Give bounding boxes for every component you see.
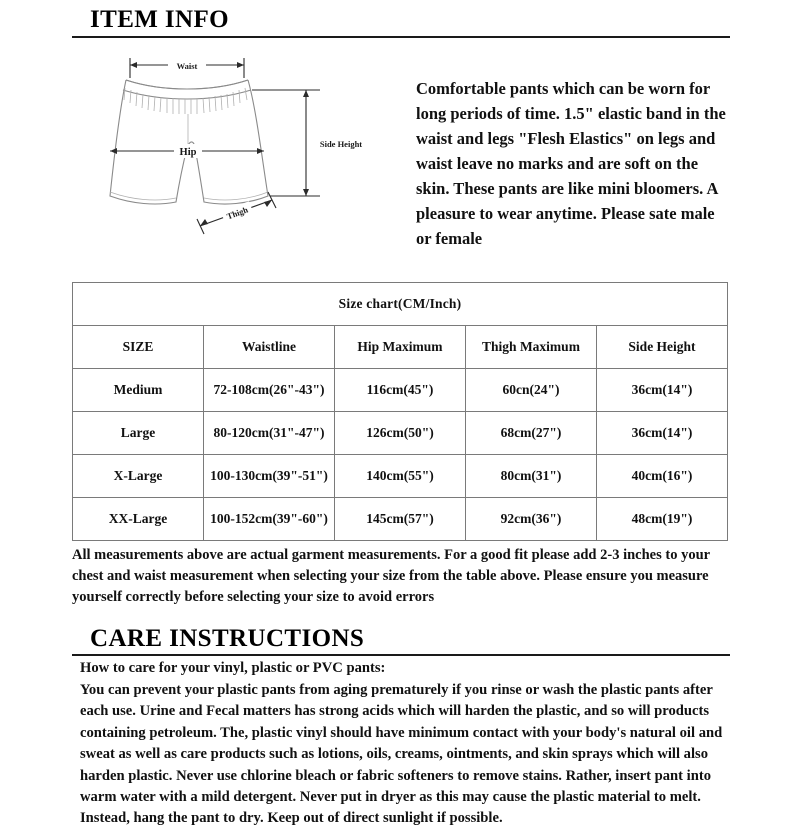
column-header-hip-maximum: Hip Maximum (335, 325, 466, 368)
cell-hip: 116cm(45") (335, 368, 466, 411)
cell-size: XX-Large (73, 497, 204, 540)
care-instructions-title: CARE INSTRUCTIONS (90, 624, 365, 652)
column-header-thigh-maximum: Thigh Maximum (466, 325, 597, 368)
size-chart-section (72, 282, 730, 541)
table-header-row (73, 325, 728, 368)
cell-side-height: 36cm(14") (597, 368, 728, 411)
care-instructions-body (72, 658, 730, 830)
table-row (73, 368, 728, 411)
table-row (73, 454, 728, 497)
cell-hip: 145cm(57") (335, 497, 466, 540)
cell-size: Medium (73, 368, 204, 411)
cell-thigh: 92cm(36") (466, 497, 597, 540)
size-chart-title: Size chart(CM/Inch) (73, 282, 728, 325)
column-header-waistline: Waistline (204, 325, 335, 368)
cell-waistline: 100-130cm(39"-51") (204, 454, 335, 497)
measurement-note: All measurements above are actual garment measurements. For a good fit please add 2-3 inches to your chest and waist measurement when selecting your size from the table above. Please ensure you measure yourself correctly before selecting your size to avoid errors (72, 546, 710, 606)
cell-hip: 140cm(55") (335, 454, 466, 497)
table-row (73, 411, 728, 454)
cell-thigh: 60cn(24") (466, 368, 597, 411)
cell-side-height: 40cm(16") (597, 454, 728, 497)
diagram-label-thigh: Thigh (225, 204, 250, 221)
care-instructions-divider (72, 654, 730, 656)
garment-diagram (72, 38, 412, 248)
column-header-side-height: Side Height (597, 325, 728, 368)
cell-size: Large (73, 411, 204, 454)
cell-hip: 126cm(50") (335, 411, 466, 454)
cell-waistline: 80-120cm(31"-47") (204, 411, 335, 454)
cell-thigh: 68cm(27") (466, 411, 597, 454)
table-row (73, 497, 728, 540)
diagram-label-waist: Waist (176, 60, 198, 71)
table-title-row (73, 282, 728, 325)
diagram-label-hip: Hip (179, 146, 197, 158)
diagram-label-side-height: Side Height (319, 138, 363, 149)
cell-size: X-Large (73, 454, 204, 497)
cell-side-height: 36cm(14") (597, 411, 728, 454)
care-body-text: You can prevent your plastic pants from aging prematurely if you rinse or wash the plastic pants after each use. Urine and Fecal matters has strong acids which will harden the plastic, and so will products containing petroleum. The, plastic vinyl should have minimum contact with your body's natural oil and sweat as well as care products such as lotions, oils, creams, ointments, and skin sprays which will also harden plastic. Never use chlorine bleach or fabric softeners to remove stains. Rather, insert pant into warm water with a mild detergent. Never put in dryer as this may cause the plastic material to melt. Instead, hang the pant to dry. Keep out of direct sunlight if possible. (80, 681, 723, 827)
cell-waistline: 100-152cm(39"-60") (204, 497, 335, 540)
cell-waistline: 72-108cm(26"-43") (204, 368, 335, 411)
page-title: ITEM INFO (90, 6, 230, 33)
care-intro-text: How to care for your vinyl, plastic or PVC pants: (80, 660, 386, 677)
page-content (72, 0, 730, 830)
item-description-text: Comfortable pants which can be worn for long periods of time. 1.5" elastic band in the waist and legs "Flesh Elastics" on legs and waist leave no marks and are soft on the skin. These pants are like mini bloomers. A pleasure to wear anytime. Please sate male or female (416, 78, 726, 248)
column-header-size: SIZE (73, 325, 204, 368)
item-description (412, 38, 730, 252)
cell-side-height: 48cm(19") (597, 497, 728, 540)
care-instructions-section (72, 619, 730, 830)
item-info-section (72, 38, 730, 276)
shorts-measurement-illustration (92, 48, 392, 248)
size-chart-table (72, 282, 728, 541)
cell-thigh: 80cm(31") (466, 454, 597, 497)
